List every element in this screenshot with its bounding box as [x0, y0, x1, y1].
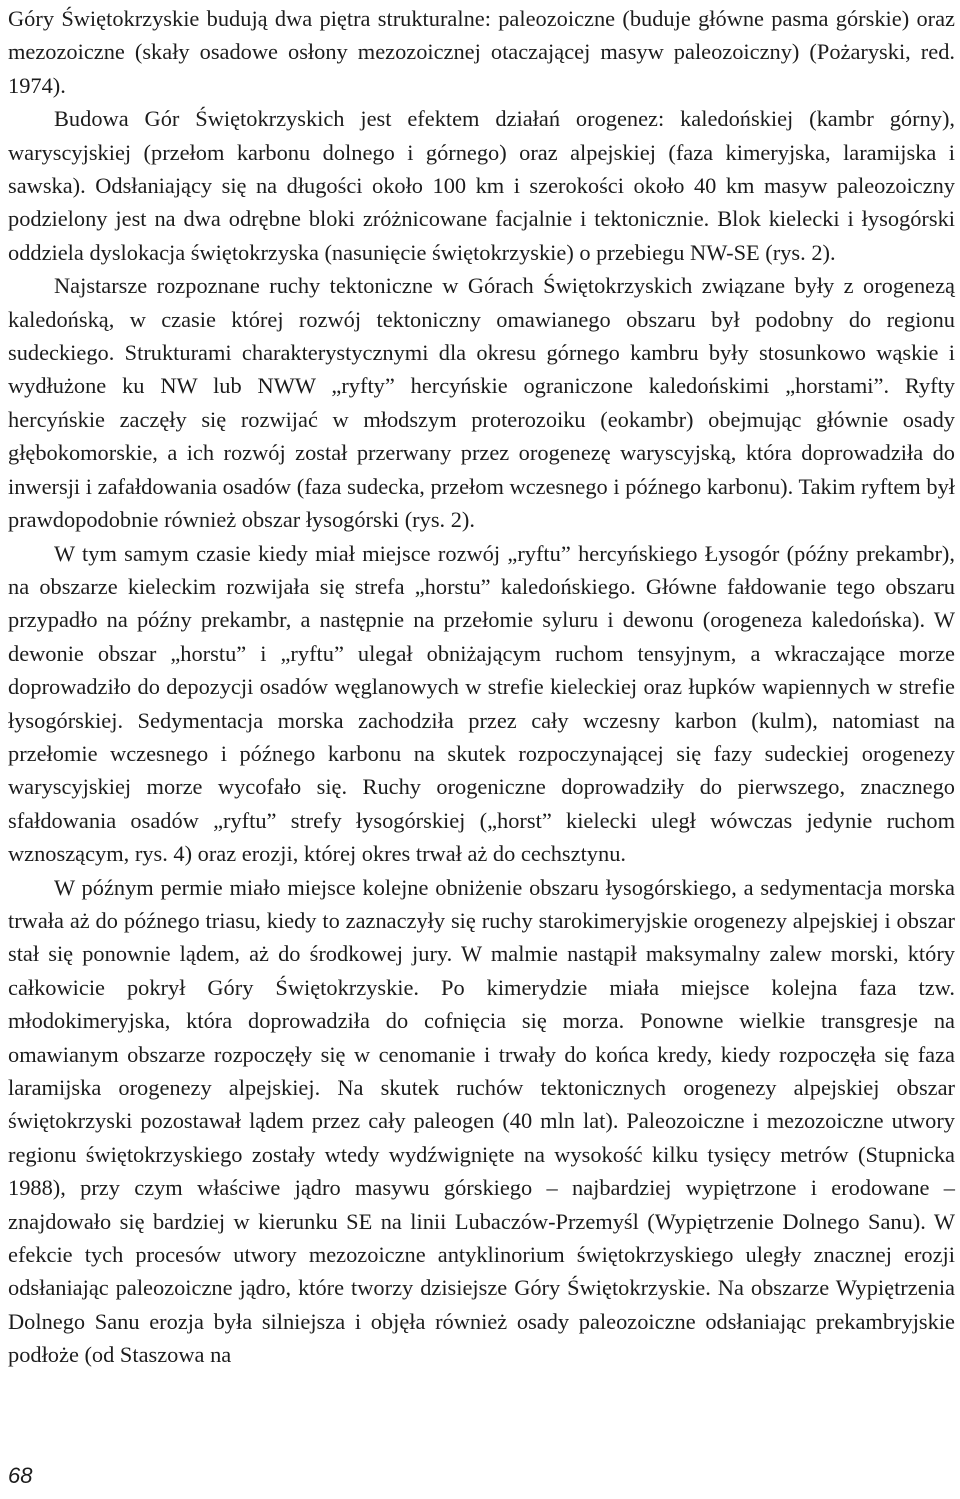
paragraph-1: Góry Świętokrzyskie budują dwa piętra strukturalne: paleozoiczne (buduje główne pasma górskie) oraz mezozoiczne (skały osadowe osłony mezozoicznej otaczającej masyw paleozoiczny) (Pożaryski, red. 1974).	[8, 6, 955, 98]
paragraph-3: Najstarsze rozpoznane ruchy tektoniczne w Górach Świętokrzyskich związane były z orogenezą kaledońską, w czasie której rozwój tektoniczny omawianego obszaru był podobny do regionu sudeckiego. Strukturami charakterystycznymi dla okresu górnego kambru były stosunkowo wąskie i wydłużone ku NW lub NWW „ryfty” hercyńskie ograniczone kaledońskimi „horstami”. Ryfty hercyńskie zaczęły się rozwijać w młodszym proterozoiku (eokambr) obejmując głównie osady głębokomorskie, a ich rozwój został przerwany przez orogenezę waryscyjską, która doprowadziła do inwersji i zafałdowania osadów (faza sudecka, przełom wczesnego i późnego karbonu). Takim ryftem był prawdopodobnie również obszar łysogórski (rys. 2).	[8, 273, 955, 533]
body-text	[8, 2, 955, 1372]
page-number: 68	[8, 1463, 33, 1488]
paragraph-2: Budowa Gór Świętokrzyskich jest efektem działań orogenez: kaledońskiej (kambr górny), waryscyjskiej (przełom karbonu dolnego i górnego) oraz alpejskiej (faza kimeryjska, laramijska i sawska). Odsłaniający się na długości około 100 km i szerokości około 40 km masyw paleozoiczny podzielony jest na dwa odrębne bloki zróżnicowane facjalnie i tektonicznie. Blok kielecki i łysogórski oddziela dyslokacja świętokrzyska (nasunięcie świętokrzyskie) o przebiegu NW-SE (rys. 2).	[8, 106, 955, 265]
paragraph-5: W późnym permie miało miejsce kolejne obniżenie obszaru łysogórskiego, a sedymentacja morska trwała aż do późnego triasu, kiedy to zaznaczyły się ruchy starokimeryjskie orogenezy alpejskiej i obszar stał się ponownie lądem, aż do środkowej jury. W malmie nastąpił maksymalny zalew morski, który całkowicie pokrył Góry Świętokrzyskie. Po kimerydzie miała miejsce kolejna faza tzw. młodokimeryjska, która doprowadziła do cofnięcia się morza. Ponowne wielkie transgresje na omawianym obszarze rozpoczęły się w cenomanie i trwały do końca kredy, kiedy rozpoczęła się faza laramijska orogenezy alpejskiej. Na skutek ruchów tektonicznych orogenezy alpejskiej obszar świętokrzyski pozostawał lądem przez cały paleogen (40 mln lat). Paleozoiczne i mezozoiczne utwory regionu świętokrzyskiego zostały wtedy wydźwignięte na wysokość kilku tysięcy metrów (Stupnicka 1988), przy czym właściwe jądro masywu górskiego – najbardziej wypiętrzone i erodowane – znajdowało się bardziej w kierunku SE na linii Lubaczów-Przemyśl (Wypiętrzenie Dolnego Sanu). W efekcie tych procesów utwory mezozoiczne antyklinorium świętokrzyskiego uległy znacznej erozji odsłaniając paleozoiczne jądro, które tworzy dzisiejsze Góry Świętokrzyskie. Na obszarze Wypiętrzenia Dolnego Sanu erozja była silniejsza i objęła również osady paleozoiczne odsłaniając prekambryjskie podłoże (od Staszowa na	[8, 874, 955, 1368]
paragraph-4: W tym samym czasie kiedy miał miejsce rozwój „ryftu” hercyńskiego Łysogór (późny prekambr), na obszarze kieleckim rozwijała się strefa „horstu” kaledońskiego. Główne fałdowanie tego obszaru przypadło na późny prekambr, a następnie na przełomie syluru i dewonu (orogeneza kaledońska). W dewonie obszar „horstu” i „ryftu” ulegał obniżającym ruchom tensyjnym, a wkraczające morze doprowadziło do depozycji osadów węglanowych w strefie kieleckiej oraz łupków wapiennych w strefie łysogórskiej. Sedymentacja morska zachodziła przez cały wczesny karbon (kulm), natomiast na przełomie wczesnego i późnego karbonu na skutek rozpoczynającej się fazy sudeckiej orogenezy waryscyjskiej morze wycofało się. Ruchy orogeniczne doprowadziły do pierwszego, znacznego sfałdowania osadów „ryftu” strefy łysogórskiej („horst” kielecki uległ wówczas jedynie ruchom wznoszącym, rys. 4) oraz erozji, której okres trwał aż do cechsztynu.	[8, 540, 955, 867]
